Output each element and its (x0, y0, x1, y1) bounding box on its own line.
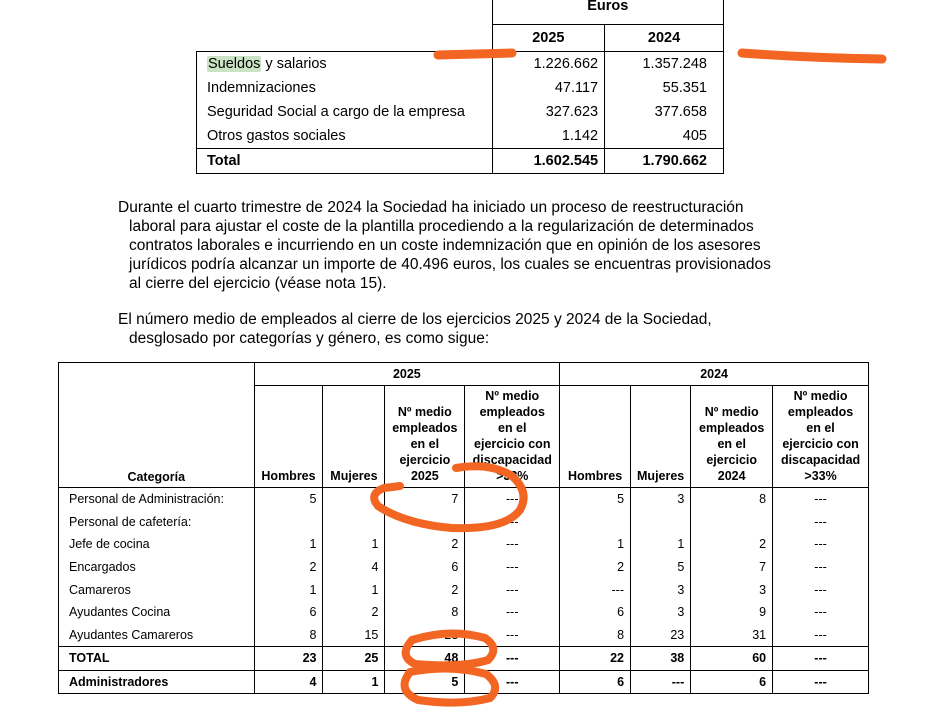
women-2024-cell: --- (631, 670, 691, 694)
women-2024-cell: 38 (631, 647, 691, 671)
men-2025-cell: 2 (254, 556, 323, 579)
value-2024: 55.351 (605, 76, 724, 100)
women-2025-cell: 1 (323, 578, 385, 601)
men-2024-cell: 5 (560, 488, 631, 511)
avg-2025-cell (385, 511, 465, 534)
category-name: TOTAL (59, 647, 255, 671)
disability-2024-cell: --- (773, 578, 869, 601)
table-row (197, 124, 724, 149)
avg-2024-cell: 7 (691, 556, 773, 579)
category-name: Ayudantes Camareros (59, 624, 255, 647)
category-name: Administradores (59, 670, 255, 694)
avg-2024-cell: 2 (691, 533, 773, 556)
women-2024-cell: 3 (631, 488, 691, 511)
disability-2024-header: Nº medio empleados en el ejercicio con discapacidad >33% (773, 386, 869, 488)
men-2024-cell (560, 511, 631, 534)
disability-2025-cell: --- (465, 533, 560, 556)
value-2024: 377.658 (605, 100, 724, 124)
category-name: Camareros (59, 578, 255, 601)
currency-label: Euros (492, 0, 723, 24)
year-header-row (197, 24, 724, 51)
currency-header-row (197, 0, 724, 24)
paragraph-line: jurídicos podría alcanzar un importe de 40.496 euros, los cuales se encuentras provisionados (129, 256, 771, 273)
disability-2024-cell: --- (773, 556, 869, 579)
year-header-row (59, 363, 869, 386)
paragraph-line: contratos laborales e incurriendo en un coste indemnización que en opinión de los asesores (129, 237, 761, 254)
year-2024-header: 2024 (560, 363, 869, 386)
table-row (59, 488, 869, 511)
row-label: Otros gastos sociales (197, 124, 493, 149)
category-header: Categoría (59, 363, 255, 488)
category-name: Personal de cafetería: (59, 511, 255, 534)
men-2024-cell: 6 (560, 670, 631, 694)
highlighted-text: Sueldos (208, 55, 261, 72)
table-row (59, 647, 869, 671)
table-row (197, 76, 724, 100)
category-name: Jefe de cocina (59, 533, 255, 556)
paragraph-line: Durante el cuarto trimestre de 2024 la Sociedad ha iniciado un proceso de reestructuración (118, 199, 744, 216)
women-header: Mujeres (631, 386, 691, 488)
table-row (59, 556, 869, 579)
disability-2024-cell: --- (773, 488, 869, 511)
disability-2025-cell: --- (465, 488, 560, 511)
women-2024-cell: 3 (631, 601, 691, 624)
category-name: Encargados (59, 556, 255, 579)
men-2025-cell: 1 (254, 578, 323, 601)
disability-2025-cell: --- (465, 601, 560, 624)
women-2025-cell: 2 (323, 601, 385, 624)
year-2024-header: 2024 (605, 24, 724, 51)
women-2025-cell: 15 (323, 624, 385, 647)
men-2025-cell: 8 (254, 624, 323, 647)
men-2025-cell: 5 (254, 488, 323, 511)
men-2024-cell: 6 (560, 601, 631, 624)
paragraph-line: laboral para ajustar el coste de la plantilla procediendo a la regularización de determinados (129, 218, 754, 235)
table-row (59, 533, 869, 556)
men-2025-cell: 4 (254, 670, 323, 694)
disability-2025-cell: --- (465, 578, 560, 601)
restructuring-paragraph (118, 198, 826, 293)
men-2025-cell (254, 511, 323, 534)
women-2024-cell (631, 511, 691, 534)
avg-2025-cell: 2 (385, 578, 465, 601)
avg-2025-cell: 23 (385, 624, 465, 647)
men-2024-cell: 8 (560, 624, 631, 647)
value-2025: 47.117 (492, 76, 604, 100)
employees-table (58, 362, 869, 694)
women-2025-cell: 25 (323, 647, 385, 671)
avg-2024-cell: 60 (691, 647, 773, 671)
total-2025: 1.602.545 (492, 148, 604, 173)
total-label: Total (197, 148, 493, 173)
value-2025: 327.623 (492, 100, 604, 124)
row-label: Sueldos y salarios (197, 51, 493, 76)
value-2025: 1.226.662 (492, 51, 604, 76)
avg-2024-cell (691, 511, 773, 534)
avg-2024-cell: 3 (691, 578, 773, 601)
avg-2025-cell: 6 (385, 556, 465, 579)
value-2025: 1.142 (492, 124, 604, 149)
disability-2025-header: Nº medio empleados en el ejercicio con discapacidad >33% (465, 386, 560, 488)
table-row (59, 511, 869, 534)
disability-2024-cell: --- (773, 647, 869, 671)
avg-2025-cell: 5 (385, 670, 465, 694)
men-header: Hombres (560, 386, 631, 488)
women-2024-cell: 3 (631, 578, 691, 601)
men-2025-cell: 1 (254, 533, 323, 556)
salary-expenses-table (196, 0, 724, 174)
women-2025-cell: 4 (323, 556, 385, 579)
men-2024-cell: --- (560, 578, 631, 601)
men-2025-cell: 6 (254, 601, 323, 624)
disability-2024-cell: --- (773, 533, 869, 556)
avg-2025-cell: 48 (385, 647, 465, 671)
category-name: Ayudantes Cocina (59, 601, 255, 624)
women-2025-cell (323, 511, 385, 534)
value-2024: 1.357.248 (605, 51, 724, 76)
avg-2024-cell: 9 (691, 601, 773, 624)
women-2025-cell: 2 (323, 488, 385, 511)
avg-2025-cell: 2 (385, 533, 465, 556)
employees-intro-paragraph (118, 310, 826, 348)
men-2024-cell: 2 (560, 556, 631, 579)
table-row (59, 670, 869, 694)
disability-2024-cell: --- (773, 624, 869, 647)
disability-2024-cell: --- (773, 601, 869, 624)
total-row (197, 148, 724, 173)
value-2024: 405 (605, 124, 724, 149)
disability-2024-cell: --- (773, 511, 869, 534)
paragraph-line: al cierre del ejercicio (véase nota 15). (129, 275, 387, 292)
avg-2025-cell: 7 (385, 488, 465, 511)
row-label: Seguridad Social a cargo de la empresa (197, 100, 493, 124)
row-label: Indemnizaciones (197, 76, 493, 100)
men-2025-cell: 23 (254, 647, 323, 671)
disability-2025-cell: --- (465, 647, 560, 671)
disability-2025-cell: --- (465, 556, 560, 579)
disability-2025-cell: --- (465, 624, 560, 647)
year-2025-header: 2025 (254, 363, 560, 386)
annotation-stroke (742, 53, 882, 59)
women-2024-cell: 1 (631, 533, 691, 556)
avg-2024-header: Nº medio empleados en el ejercicio 2024 (691, 386, 773, 488)
men-2024-cell: 1 (560, 533, 631, 556)
avg-2024-cell: 31 (691, 624, 773, 647)
disability-2024-cell: --- (773, 670, 869, 694)
category-name: Personal de Administración: (59, 488, 255, 511)
table-row (59, 624, 869, 647)
paragraph-line: desglosado por categorías y género, es como sigue: (129, 330, 490, 347)
avg-2024-cell: 6 (691, 670, 773, 694)
women-2024-cell: 5 (631, 556, 691, 579)
women-header: Mujeres (323, 386, 385, 488)
table-row (59, 578, 869, 601)
table-row (59, 601, 869, 624)
avg-2025-cell: 8 (385, 601, 465, 624)
disability-2025-cell: --- (465, 670, 560, 694)
men-header: Hombres (254, 386, 323, 488)
women-2025-cell: 1 (323, 533, 385, 556)
women-2025-cell: 1 (323, 670, 385, 694)
employees-table-body (59, 488, 869, 694)
women-2024-cell: 23 (631, 624, 691, 647)
paragraph-line: El número medio de empleados al cierre de los ejercicios 2025 y 2024 de la Sociedad, (118, 311, 712, 328)
avg-2024-cell: 8 (691, 488, 773, 511)
men-2024-cell: 22 (560, 647, 631, 671)
total-2024: 1.790.662 (605, 148, 724, 173)
table-row (197, 51, 724, 76)
disability-2025-cell: --- (465, 511, 560, 534)
table-row (197, 100, 724, 124)
avg-2025-header: Nº medio empleados en el ejercicio 2025 (385, 386, 465, 488)
year-2025-header: 2025 (492, 24, 604, 51)
